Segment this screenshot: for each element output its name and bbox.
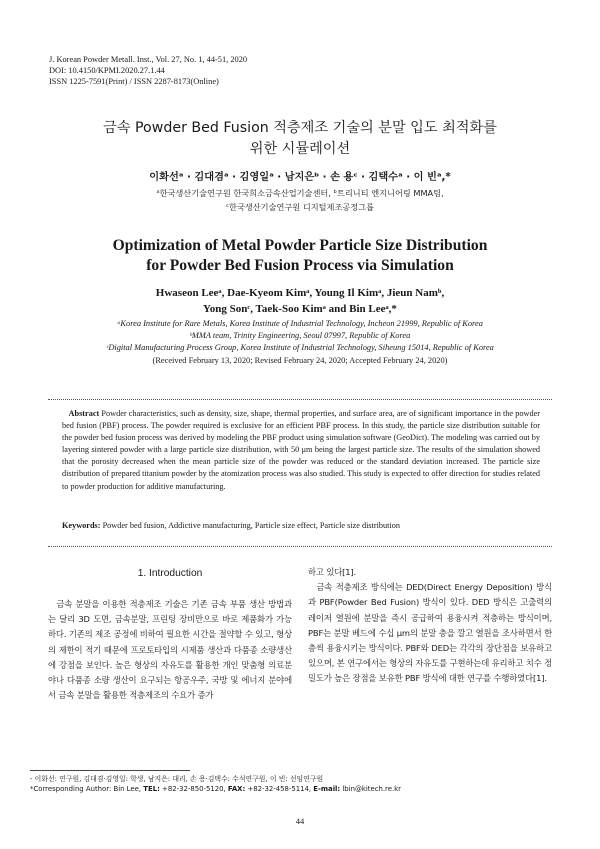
journal-header [49, 54, 247, 88]
fax-value: +82-32-458-5114, [247, 785, 312, 793]
intro-paragraph-1-cont: 하고 있다[1]. [308, 567, 357, 577]
intro-paragraph-1: 금속 분말을 이용한 적층제조 기술은 기존 금속 부품 생산 방법과는 달리 3D 도면, 금속분말, 프린팅 장비만으로 바로 제품화가 가능하다. 기존의 제조 공정에 비하여 필요한 시간을 절약할 수 있고, 형상의 제한이 적기 때문에 프로토타입의 시제품 생산과 다품종 소량생산에 강점을 보인다. 높은 형상의 자유도를 활용한 개인 맞춤형 의료분야나 다품종 소량 생산이 요구되는 항공우주, 국방 및 에너지 분야에서 금속 분말을 활용한 적층제조의 수요가 증가 [48, 599, 292, 701]
footnote [30, 774, 590, 794]
abstract-text: Powder characteristics, such as density, size, shape, thermal properties, and surface area, are of significant importance in the powder bed fusion (PBF) process. The powder required is exclusive for an efficient PBF process. In this study, the particle size distribution suitable for the powder bed fusion process was derived by modeling the PBF product using simulation software (GeoDict). The modeling was carried out by layering sintered powder with a large particle size distribution, with 50 μm being the largest particle size. The results of the simulation showed that the porosity decreased when the mean particle size of the powder was reduced or the standard deviation increased. The particle size distribution of prepared titanium powder by the atomization process was also studied. This study is expected to offer direction for studies related to powder production for additive manufacturing. [62, 409, 541, 491]
keywords-text: Powder bed fusion, Addictive manufacturing, Particle size effect, Particle size distribution [102, 521, 401, 530]
affiliation-a: ᵃKorea Institute for Rare Metals, Korea Institute of Industrial Technology, Incheon 21999, Republic of Korea [117, 319, 483, 328]
intro-right-column [308, 565, 552, 687]
journal-citation: J. Korean Powder Metall. Inst., Vol. 27, No. 1, 44-51, 2020 [49, 55, 248, 64]
english-title-line1: Optimization of Metal Powder Particle Size Distribution [112, 237, 488, 254]
abstract [62, 408, 540, 493]
english-affiliations [0, 318, 600, 367]
section-heading-introduction: 1. Introduction [137, 568, 203, 579]
korean-title-line2: 위한 시뮬레이션 [249, 141, 351, 157]
issn: ISSN 1225-7591(Print) / ISSN 2287-8173(Online) [49, 77, 219, 87]
keywords-label: Keywords: [62, 521, 101, 530]
english-title-line2: for Powder Bed Fusion Process via Simulation [146, 257, 454, 274]
english-authors [0, 285, 600, 317]
affiliation-b: ᵇMMA team, Trinity Engineering, Seoul 07997, Republic of Korea [189, 331, 411, 341]
footnote-rule [30, 770, 190, 771]
page-number: 44 [295, 816, 305, 826]
korean-affiliation-line1: ᵃ한국생산기술연구원 한국희소금속산업기술센터, ᵇ트리니티 엔지니어링 MMA팀, [156, 188, 444, 198]
korean-title-line1: 금속 Powder Bed Fusion 적층제조 기술의 분말 입도 최적화를 [103, 120, 497, 136]
english-authors-line2: Yong Sonᶜ, Taek-Soo Kimᵃ and Bin Leeᵃ,* [203, 303, 397, 315]
corresponding-label: *Corresponding Author: [30, 785, 112, 793]
intro-left-column [48, 597, 292, 703]
received-dates: (Received February 13, 2020; Revised February 24, 2020; Accepted February 24, 2020) [152, 355, 448, 365]
tel-label: TEL: [143, 785, 160, 793]
corresponding-name: Bin Lee, [113, 785, 142, 793]
korean-affiliations [0, 186, 600, 214]
email-label: E-mail: [313, 785, 341, 793]
corresponding-author [30, 784, 590, 794]
doi: DOI: 10.4150/KPMI.2020.27.1.44 [49, 66, 165, 76]
email-value: lbin@kitech.re.kr [342, 785, 401, 793]
fax-label: FAX: [227, 785, 246, 793]
english-authors-line1: Hwaseon Leeᵃ, Dae-Kyeom Kimᵃ, Young Il Kimᵃ, Jieun Namᵇ, [155, 287, 445, 299]
korean-title [0, 118, 600, 160]
keywords [62, 521, 540, 530]
tel-value: +82-32-850-5120, [162, 785, 226, 793]
intro-paragraph-2: 금속 적층제조 방식에는 DED(Direct Energy Deposition) 방식과 PBF(Powder Bed Fusion) 방식이 있다. DED 방식은 고출력의 레이저 열원에 분말을 즉시 공급하여 용융시켜 적층하는 방식이며, PBF는 분말 베드에 수십 μm의 분말 층을 깔고 열원을 조사하면서 한 층씩 용융시키는 방식이다. PBF와 DED는 각각의 장단점을 보유하고 있으며, 본 연구에서는 형상의 자유도를 구현하는데 유리하고 치수 정밀도가 높은 장점을 보유한 PBF 방식에 대한 연구를 수행하였다[1]. [308, 582, 553, 684]
abstract-label: Abstract [68, 409, 100, 418]
korean-affiliation-line2: ᶜ한국생산기술연구원 디지털제조공정그룹 [226, 202, 374, 212]
author-positions: - 이화선: 연구원, 김대겸·김영일: 학생, 남지은: 대리, 손 용·김택수: 수석연구원, 이 빈: 선임연구원 [30, 775, 324, 783]
affiliation-c: ᶜDigital Manufacturing Process Group, Korea Institute of Industrial Technology, Siheung 15014, Republic of Korea [106, 343, 494, 353]
korean-authors: 이화선ᵃ · 김대겸ᵃ · 김영일ᵃ · 남지은ᵇ · 손 용ᶜ · 김택수ᵃ · 이 빈ᵃ,* [149, 172, 451, 183]
english-title [0, 236, 600, 276]
abstract-top-divider [48, 399, 552, 400]
abstract-bottom-divider [48, 546, 552, 547]
